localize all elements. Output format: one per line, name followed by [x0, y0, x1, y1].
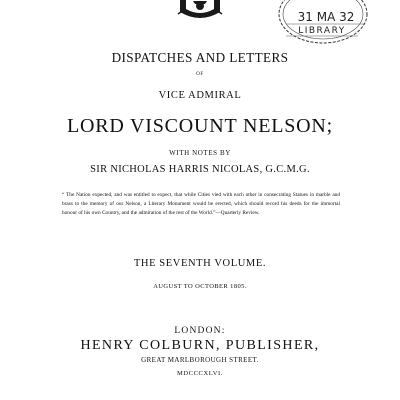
rank-line: VICE ADMIRAL	[158, 90, 242, 101]
main-title: DISPATCHES AND LETTERS	[111, 50, 289, 65]
stamp-library-text: LIBRARY	[298, 26, 346, 36]
subject-name: LORD VISCOUNT NELSON;	[66, 115, 334, 137]
of-word: OF	[196, 72, 204, 77]
epigraph-quote: “ The Nation expected, and was entitled to expect, that while Cities vied with each other in consecrating Statues in marble and brass to the memory of our Nelson, a Literary Monument would be erected, which should record his deeds for the immortal honour of his own Country, and the admiration of the rest of the World.”—Quarterly Review.	[62, 192, 340, 216]
royal-crest-icon	[176, 0, 224, 20]
volume-line: THE SEVENTH VOLUME.	[133, 258, 267, 269]
publication-place: LONDON:	[174, 326, 226, 336]
with-notes-line: WITH NOTES BY	[169, 149, 231, 157]
publisher-address: GREAT MARLBOROUGH STREET.	[141, 356, 259, 364]
stamp-date-text: 31 MA 32	[297, 10, 355, 24]
editor-line: SIR NICHOLAS HARRIS NICOLAS, G.C.M.G.	[90, 164, 310, 175]
date-range: AUGUST TO OCTOBER 1805.	[153, 283, 247, 290]
publication-year: MDCCCXLVI.	[176, 370, 224, 377]
publisher-name: HENRY COLBURN, PUBLISHER,	[80, 338, 320, 353]
library-stamp	[278, 0, 368, 44]
